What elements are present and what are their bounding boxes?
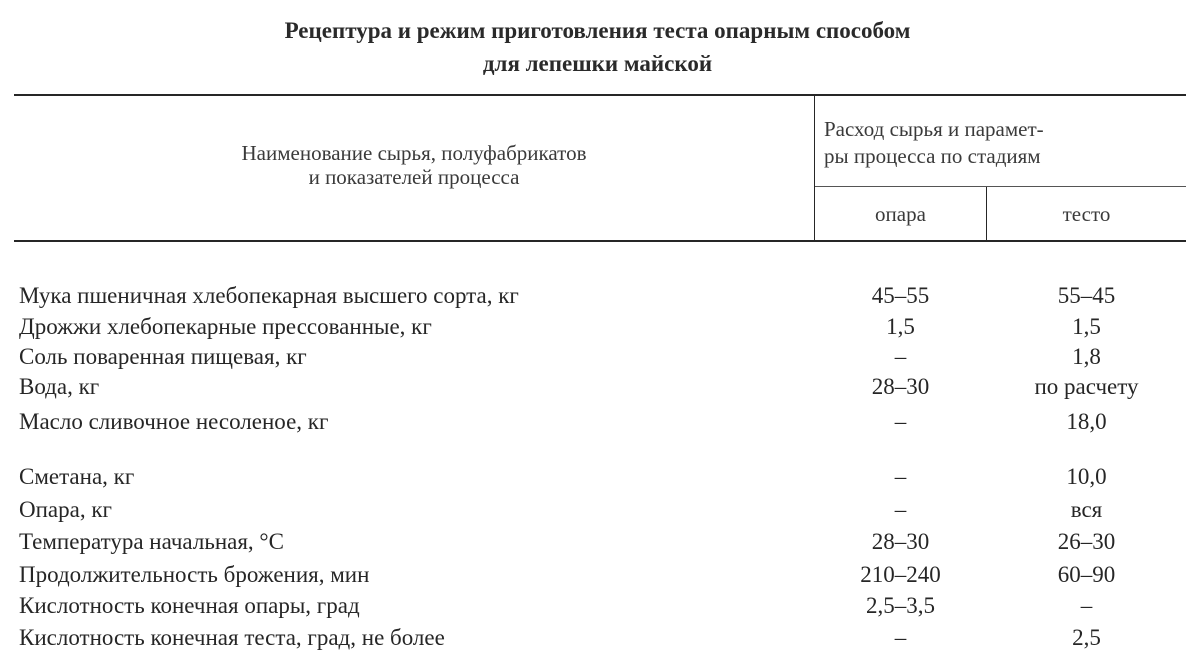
- row-ingredient-name: Соль поваренная пищевая, кг: [19, 344, 307, 369]
- row-opara-value: 28–30: [871, 374, 930, 399]
- document-subtitle: для лепешки майской: [482, 51, 713, 76]
- header-name-line2: и показателей процесса: [308, 165, 520, 189]
- table-row: [0, 562, 1195, 588]
- row-opara-value: 2,5–3,5: [866, 593, 935, 618]
- row-opara-value: –: [894, 344, 907, 369]
- row-testo-value: 55–45: [1057, 283, 1116, 308]
- document-title: Рецептура и режим приготовления теста опарным способом: [284, 18, 911, 43]
- table-row: [0, 529, 1195, 555]
- row-ingredient-name: Температура начальная, °С: [19, 529, 284, 554]
- table-row: [0, 409, 1195, 435]
- row-opara-value: 1,5: [886, 314, 915, 339]
- row-opara-value: 28–30: [871, 529, 930, 554]
- table-row: [0, 374, 1195, 400]
- row-testo-value: 18,0: [1066, 409, 1107, 434]
- row-testo-value: –: [1080, 593, 1093, 618]
- header-name-line1: Наименование сырья, полуфабрикатов: [241, 141, 587, 165]
- row-testo-value: 2,5: [1072, 625, 1101, 650]
- table-row: [0, 464, 1195, 490]
- row-ingredient-name: Сметана, кг: [19, 464, 135, 489]
- row-opara-value: –: [894, 409, 907, 434]
- header-usage-line2: ры процесса по стадиям: [824, 144, 1041, 168]
- row-opara-value: 45–55: [871, 283, 930, 308]
- table-row: [0, 314, 1195, 340]
- table-row: [0, 593, 1195, 619]
- row-ingredient-name: Опара, кг: [19, 497, 112, 522]
- row-ingredient-name: Кислотность конечная теста, град, не более: [19, 625, 445, 650]
- header-stage-testo: тесто: [1062, 202, 1111, 226]
- row-ingredient-name: Масло сливочное несоленое, кг: [19, 409, 329, 434]
- row-testo-value: 1,5: [1072, 314, 1101, 339]
- row-testo-value: 60–90: [1057, 562, 1116, 587]
- table-row: [0, 625, 1195, 651]
- row-ingredient-name: Мука пшеничная хлебопекарная высшего сорта, кг: [19, 283, 519, 308]
- row-opara-value: –: [894, 464, 907, 489]
- row-ingredient-name: Кислотность конечная опары, град: [19, 593, 360, 618]
- table-row: [0, 497, 1195, 523]
- header-stage-opara: опара: [875, 202, 926, 226]
- row-testo-value: 26–30: [1057, 529, 1116, 554]
- row-ingredient-name: Продолжительность брожения, мин: [19, 562, 370, 587]
- row-testo-value: 10,0: [1066, 464, 1107, 489]
- row-testo-value: 1,8: [1072, 344, 1101, 369]
- row-opara-value: –: [894, 625, 907, 650]
- row-ingredient-name: Дрожжи хлебопекарные прессованные, кг: [19, 314, 432, 339]
- row-testo-value: по расчету: [1034, 374, 1139, 399]
- row-opara-value: –: [894, 497, 907, 522]
- row-opara-value: 210–240: [860, 562, 941, 587]
- row-ingredient-name: Вода, кг: [19, 374, 100, 399]
- row-testo-value: вся: [1070, 497, 1103, 522]
- table-row: [0, 344, 1195, 370]
- table-row: [0, 283, 1195, 309]
- header-usage-line1: Расход сырья и парамет-: [824, 117, 1044, 141]
